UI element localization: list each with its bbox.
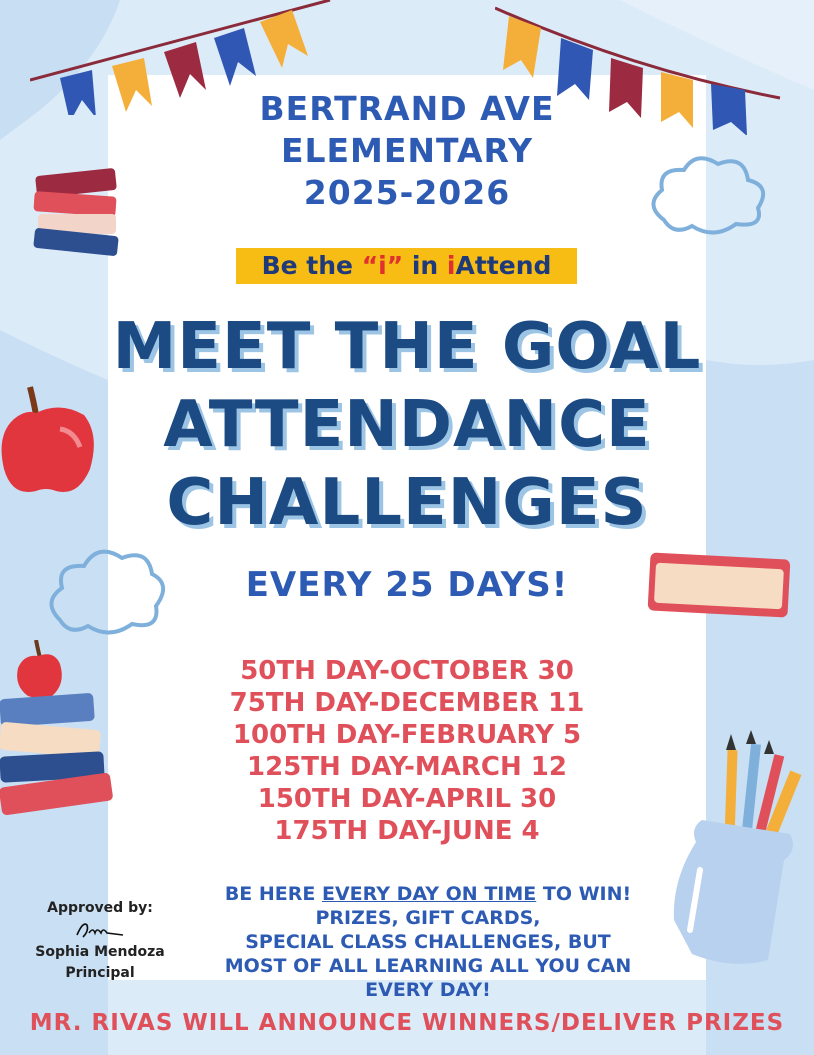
approval-label: Approved by:: [47, 900, 153, 916]
date-item: 50TH DAY-OCTOBER 30: [240, 656, 574, 686]
approver-title: Principal: [65, 965, 135, 981]
signature-icon: [75, 919, 125, 941]
tagline-quoted-i: “i”: [361, 251, 404, 280]
school-name-line2: ELEMENTARY: [280, 131, 534, 170]
school-title: [0, 88, 814, 214]
frequency-text: EVERY 25 DAYS!: [245, 565, 569, 605]
info-every-day-on-time: EVERY DAY ON TIME: [322, 883, 537, 905]
info-line5: EVERY DAY!: [365, 979, 491, 1001]
school-name-line1: BERTRAND AVE: [259, 89, 555, 128]
footer-text: MR. RIVAS WILL ANNOUNCE WINNERS/DELIVER PRIZES: [29, 1010, 785, 1036]
info-line3: SPECIAL CLASS CHALLENGES, BUT: [245, 931, 611, 953]
approval-line: [20, 898, 180, 942]
headline-line1: MEET THE GOAL: [112, 310, 702, 384]
date-list: [200, 655, 614, 847]
books-apple-icon: [0, 640, 120, 820]
info-line4: MOST OF ALL LEARNING ALL YOU CAN: [224, 955, 632, 977]
date-item: 150TH DAY-APRIL 30: [257, 784, 557, 814]
pencil-jar-icon: [672, 730, 802, 970]
date-item: 100TH DAY-FEBRUARY 5: [232, 720, 582, 750]
tagline: [236, 248, 577, 284]
info-to-win: TO WIN!: [536, 883, 632, 905]
date-item: 175TH DAY-JUNE 4: [274, 816, 540, 846]
headline: [0, 308, 814, 542]
info-line1: [190, 882, 666, 906]
school-year: 2025-2026: [303, 173, 511, 212]
tagline-part2: in: [403, 251, 447, 280]
headline-line3: CHALLENGES: [166, 466, 648, 540]
headline-line2: ATTENDANCE: [163, 388, 651, 462]
tagline-i: i: [446, 251, 456, 280]
info-block: [190, 882, 666, 1002]
date-item: 125TH DAY-MARCH 12: [247, 752, 567, 782]
tagline-part3: Attend: [455, 251, 552, 280]
approval-block: [20, 898, 180, 984]
date-item: 75TH DAY-DECEMBER 11: [229, 688, 585, 718]
approver-name: Sophia Mendoza: [35, 944, 165, 960]
info-line2: PRIZES, GIFT CARDS,: [315, 907, 541, 929]
tagline-part1: Be the: [261, 251, 362, 280]
info-be-here: BE HERE: [224, 883, 322, 905]
